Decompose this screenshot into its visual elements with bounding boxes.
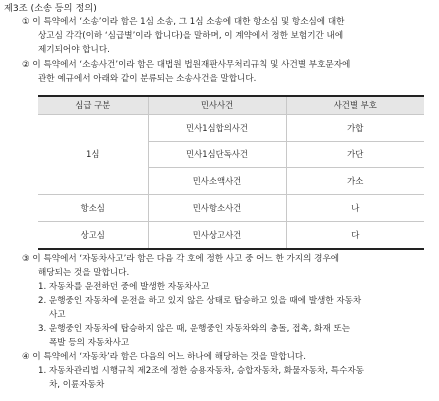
clause-1-line-3: 제기되어야 합니다.: [38, 45, 110, 55]
clause-3-line-2: 해당되는 것을 말합니다.: [38, 268, 130, 278]
cell-code: 다: [286, 221, 424, 249]
header-case-code: 사건별 부호: [286, 96, 424, 115]
cell-code: 가소: [286, 168, 424, 195]
header-civil-case: 민사사건: [148, 96, 286, 115]
cell-code: 가합: [286, 115, 424, 142]
clause-3-item-3-line-2: 폭발 등의 자동차사고: [49, 338, 130, 348]
clause-1-line-1: ① 이 특약에서 ‘소송’이라 함은 1심 소송, 그 1심 소송에 대한 항소심 및 항소심에 대한: [22, 17, 345, 27]
clause-2-line-2: 관한 예규에서 아래와 같이 분류되는 소송사건을 말합니다.: [38, 74, 257, 84]
cell-case: 민사상고사건: [148, 221, 286, 249]
table-row: [38, 115, 424, 142]
cell-level-supreme: 상고심: [38, 221, 148, 249]
cell-case: 민사항소사건: [148, 194, 286, 221]
clause-3-line-1: ③ 이 특약에서 ‘자동차사고’라 함은 다음 각 호에 정한 사고 중 어느 한 가지의 경우에: [22, 254, 340, 264]
clause-3-item-2-line-1: 2. 운행중인 자동차에 운전을 하고 있지 않은 상태로 탑승하고 있을 때에 발생한 자동차: [38, 296, 362, 306]
clause-4-item-1-line-1: 1. 자동차관리법 시행규칙 제2조에 정한 승용자동차, 승합자동차, 화물자동차, 특수자동: [38, 366, 364, 376]
cell-level-appeal: 항소심: [38, 194, 148, 221]
case-classification-table: [38, 95, 424, 250]
cell-case: 민사1심단독사건: [148, 141, 286, 168]
clause-1-line-2: 상고심 각각(이하 ‘심급별’이라 합니다)을 말하며, 이 계약에서 정한 보험기간 내에: [38, 31, 344, 41]
header-level: 심급 구분: [38, 96, 148, 115]
clause-4-line-1: ④ 이 특약에서 ‘자동차’라 함은 다음의 어느 하나에 해당하는 것을 말합니다.: [22, 352, 306, 362]
table-header-row: [38, 96, 424, 115]
clause-3-item-1: 1. 자동차를 운전하던 중에 발생한 자동차사고: [38, 282, 210, 292]
cell-case: 민사1심합의사건: [148, 115, 286, 142]
clause-3-item-3-line-1: 3. 운행중인 자동차에 탑승하지 않은 때, 운행중인 자동차와의 충돌, 접촉, 화재 또는: [38, 324, 351, 334]
cell-code: 가단: [286, 141, 424, 168]
table-row: [38, 194, 424, 221]
clause-4-item-1-line-2: 차, 이륜자동차: [49, 380, 105, 390]
article-title: 제3조 (소송 등의 정의): [4, 3, 97, 14]
clause-3-item-2-line-2: 사고: [49, 310, 66, 320]
table-row: [38, 221, 424, 249]
cell-code: 나: [286, 194, 424, 221]
cell-case: 민사소액사건: [148, 168, 286, 195]
clause-2-line-1: ② 이 특약에서 ‘소송사건’이라 함은 대법원 법원재판사무처리규칙 및 사건별 부호문자에: [22, 60, 351, 70]
cell-level-first-instance: 1심: [38, 115, 148, 195]
